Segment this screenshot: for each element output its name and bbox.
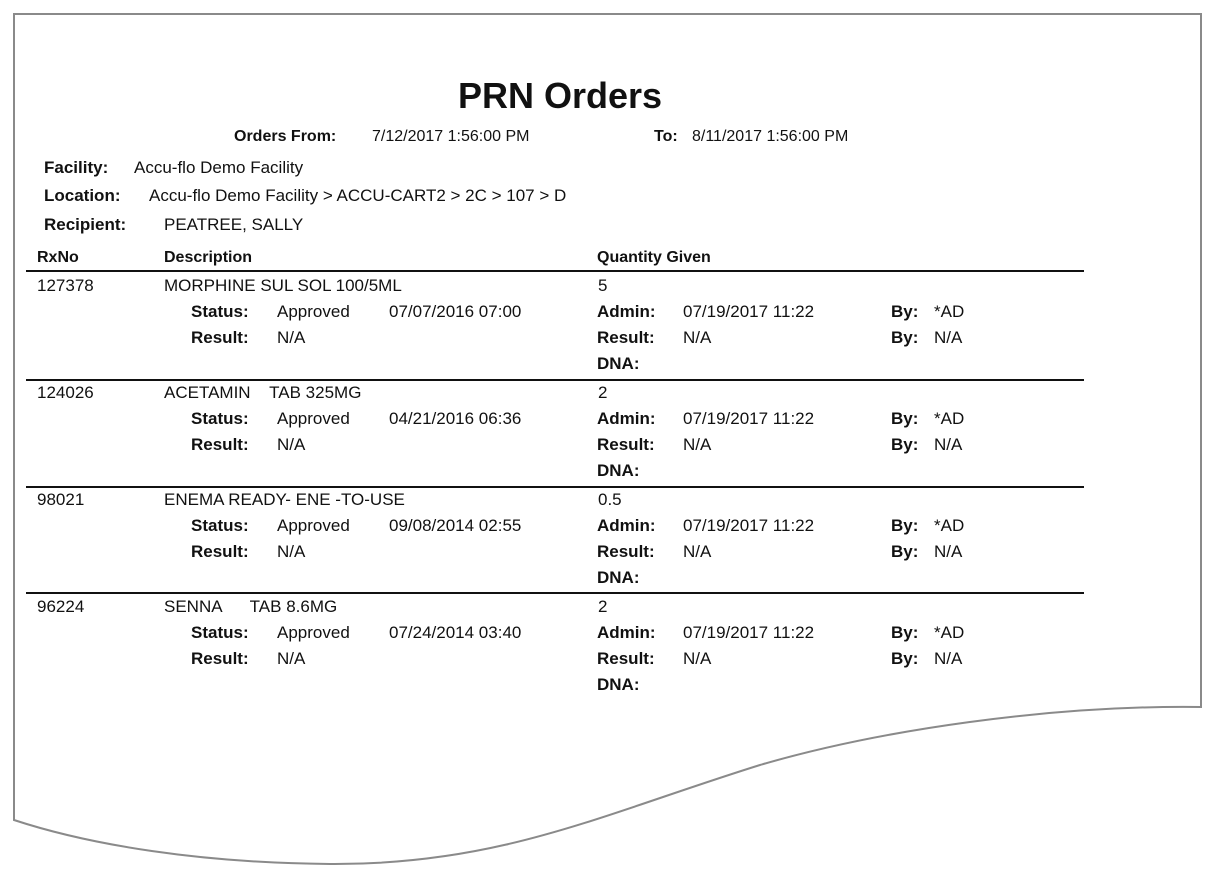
result-label: Result: <box>191 328 249 347</box>
description: MORPHINE SUL SOL 100/5ML <box>164 276 402 295</box>
result-value: N/A <box>277 435 306 454</box>
admin-value: 07/19/2017 11:22 <box>683 623 815 642</box>
recipient-value: PEATREE, SALLY <box>164 215 304 234</box>
recipient-label: Recipient: <box>44 215 127 234</box>
status-date: 09/08/2014 02:55 <box>389 516 522 535</box>
column-header-description: Description <box>164 249 253 266</box>
result-by-value: N/A <box>934 328 963 347</box>
result-value: N/A <box>277 328 306 347</box>
rxno: 124026 <box>37 383 94 402</box>
description: SENNA TAB 8.6MG <box>164 597 338 616</box>
to-label: To: <box>654 128 678 145</box>
result-label: Result: <box>597 542 655 561</box>
admin-by-value: *AD <box>934 516 965 535</box>
location-value: Accu-flo Demo Facility > ACCU-CART2 > 2C > 107 > D <box>149 186 567 205</box>
column-header-rxno: RxNo <box>37 249 79 266</box>
by-label: By: <box>891 435 919 454</box>
result-by-value: N/A <box>934 649 963 668</box>
by-label: By: <box>891 623 919 642</box>
dna-label: DNA: <box>597 568 640 587</box>
admin-by-value: *AD <box>934 623 965 642</box>
description: ACETAMIN TAB 325MG <box>164 383 362 402</box>
report-title: PRN Orders <box>457 75 663 116</box>
admin-value: 07/19/2017 11:22 <box>683 516 815 535</box>
description: ENEMA READY- ENE -TO-USE <box>164 490 405 509</box>
status-value: Approved <box>277 409 350 428</box>
status-date: 07/07/2016 07:00 <box>389 302 522 321</box>
result-label: Result: <box>191 649 249 668</box>
dna-label: DNA: <box>597 354 640 373</box>
order-record <box>0 272 1211 379</box>
status-date: 04/21/2016 06:36 <box>389 409 522 428</box>
facility-value: Accu-flo Demo Facility <box>134 158 304 177</box>
orders-from-label: Orders From: <box>234 128 337 145</box>
status-value: Approved <box>277 623 350 642</box>
result-value: N/A <box>277 649 306 668</box>
status-value: Approved <box>277 302 350 321</box>
result-by-value: N/A <box>934 435 963 454</box>
by-label: By: <box>891 409 919 428</box>
status-label: Status: <box>191 623 249 642</box>
status-label: Status: <box>191 302 249 321</box>
by-label: By: <box>891 649 919 668</box>
result-value: N/A <box>683 328 712 347</box>
order-record <box>0 593 1211 700</box>
rxno: 96224 <box>37 597 85 616</box>
result-value: N/A <box>683 542 712 561</box>
status-value: Approved <box>277 516 350 535</box>
result-label: Result: <box>191 542 249 561</box>
admin-label: Admin: <box>597 409 656 428</box>
by-label: By: <box>891 302 919 321</box>
admin-label: Admin: <box>597 302 656 321</box>
rxno: 127378 <box>37 276 94 295</box>
result-value: N/A <box>277 542 306 561</box>
rxno: 98021 <box>37 490 85 509</box>
quantity: 2 <box>598 383 608 402</box>
result-label: Result: <box>597 435 655 454</box>
dna-label: DNA: <box>597 461 640 480</box>
quantity: 2 <box>598 597 608 616</box>
dna-label: DNA: <box>597 675 640 694</box>
status-label: Status: <box>191 516 249 535</box>
quantity: 0.5 <box>598 490 622 509</box>
result-by-value: N/A <box>934 542 963 561</box>
location-label: Location: <box>44 186 121 205</box>
result-value: N/A <box>683 649 712 668</box>
order-record <box>0 486 1211 593</box>
status-date: 07/24/2014 03:40 <box>389 623 522 642</box>
column-header-quantity-given: Quantity Given <box>597 249 711 266</box>
facility-label: Facility: <box>44 158 109 177</box>
quantity: 5 <box>598 276 608 295</box>
order-record <box>0 379 1211 486</box>
orders-from-value: 7/12/2017 1:56:00 PM <box>372 128 530 145</box>
result-value: N/A <box>683 435 712 454</box>
result-label: Result: <box>597 328 655 347</box>
to-value: 8/11/2017 1:56:00 PM <box>692 128 849 145</box>
result-label: Result: <box>191 435 249 454</box>
admin-value: 07/19/2017 11:22 <box>683 302 815 321</box>
admin-value: 07/19/2017 11:22 <box>683 409 815 428</box>
admin-by-value: *AD <box>934 409 965 428</box>
admin-label: Admin: <box>597 623 656 642</box>
by-label: By: <box>891 328 919 347</box>
status-label: Status: <box>191 409 249 428</box>
result-label: Result: <box>597 649 655 668</box>
by-label: By: <box>891 516 919 535</box>
admin-by-value: *AD <box>934 302 965 321</box>
by-label: By: <box>891 542 919 561</box>
admin-label: Admin: <box>597 516 656 535</box>
